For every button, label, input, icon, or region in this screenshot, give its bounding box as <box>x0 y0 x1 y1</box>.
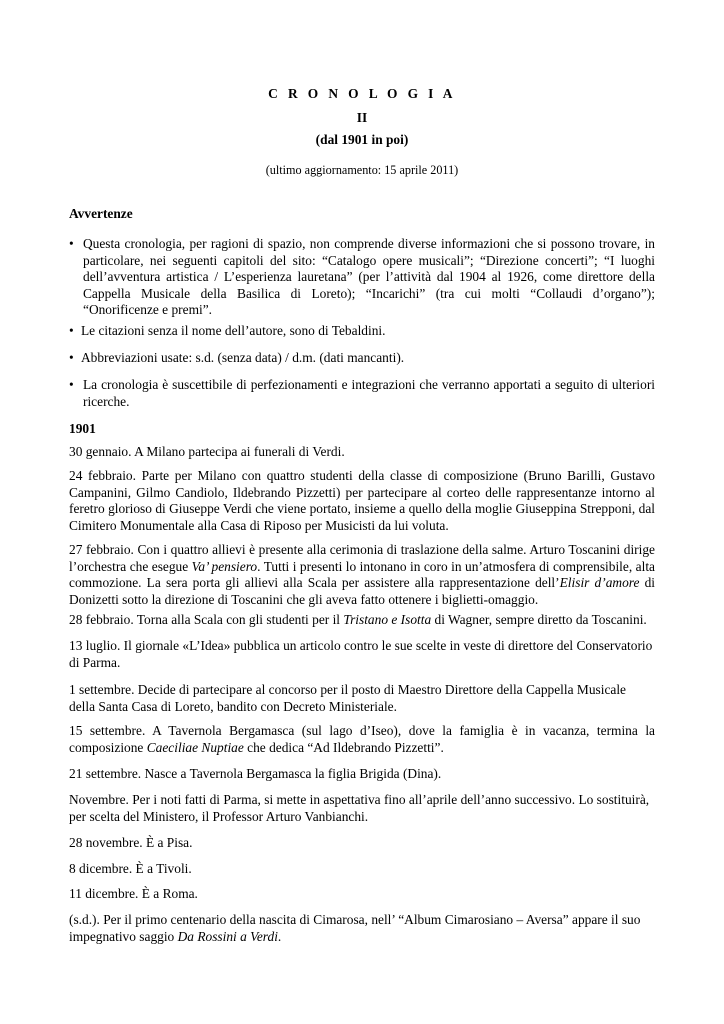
chronology-entry: (s.d.). Per il primo centenario della nascita di Cimarosa, nell’ “Album Cimarosiano – Aversa” appare il suo impegnativo saggio Da Rossini a Verdi. <box>69 912 641 944</box>
note-text: Abbreviazioni usate: s.d. (senza data) / d.m. (dati mancanti). <box>81 350 405 365</box>
document-number: II <box>356 110 368 125</box>
bullet-icon: • <box>69 236 74 251</box>
note-text: La cronologia è suscettibile di perfezionamenti e integrazioni che verranno apportati a seguito di ulteriori ricerche. <box>83 377 655 409</box>
chronology-entry: 15 settembre. A Tavernola Bergamasca (sul lago d’Iseo), dove la famiglia è in vacanza, termina la composizione Caeciliae Nuptiae che dedica “Ad Ildebrando Pizzetti”. <box>69 723 655 755</box>
note-item <box>69 377 655 410</box>
last-updated: (ultimo aggiornamento: 15 aprile 2011) <box>265 163 459 177</box>
document-range: (dal 1901 in poi) <box>315 132 409 147</box>
chronology-entry: 28 novembre. È a Pisa. <box>69 835 193 850</box>
chronology-entry: 30 gennaio. A Milano partecipa ai funerali di Verdi. <box>69 444 345 459</box>
bullet-icon: • <box>69 323 74 338</box>
chronology-entry: Novembre. Per i noti fatti di Parma, si mette in aspettativa fino all’aprile dell’anno successivo. Lo sostituirà, per scelta del Ministero, il Professor Arturo Vanbianchi. <box>69 792 650 824</box>
bullet-icon: • <box>69 350 74 365</box>
note-item <box>69 350 655 367</box>
note-item <box>69 236 655 319</box>
bullet-icon: • <box>69 377 74 392</box>
chronology-entry: 13 luglio. Il giornale «L’Idea» pubblica un articolo contro le sue scelte in veste di direttore del Conservatorio di Parma. <box>69 638 653 670</box>
chronology-entry: 11 dicembre. È a Roma. <box>69 886 198 901</box>
year-heading: 1901 <box>69 421 96 436</box>
chronology-entry: 28 febbraio. Torna alla Scala con gli studenti per il Tristano e Isotta di Wagner, sempre diretto da Toscanini. <box>69 612 647 627</box>
notes-heading: Avvertenze <box>69 206 133 221</box>
chronology-entry: 8 dicembre. È a Tivoli. <box>69 861 192 876</box>
note-text: Le citazioni senza il nome dell’autore, sono di Tebaldini. <box>81 323 386 338</box>
note-text: Questa cronologia, per ragioni di spazio, non comprende diverse informazioni che si possono trovare, in particolare, nei seguenti capitoli del sito: “Catalogo opere musicali”; “Direzione concerti”; “I luoghi dell’avventura artistica / L’esperienza lauretana” (per l’attività dal 1904 al 1926, come direttore della Cappella Musicale della Basilica di Loreto); “Incarichi” (tra cui molti “Collaudi d’organo”); “Onorificenze e premi”. <box>83 236 655 318</box>
chronology-entry: 21 settembre. Nasce a Tavernola Bergamasca la figlia Brigida (Dina). <box>69 766 442 781</box>
chronology-entry: 1 settembre. Decide di partecipare al concorso per il posto di Maestro Direttore della Cappella Musicale della Santa Casa di Loreto, bandito con Decreto Ministeriale. <box>69 682 626 714</box>
note-item <box>69 323 655 340</box>
chronology-entry: 24 febbraio. Parte per Milano con quattro studenti della classe di composizione (Bruno Barilli, Gustavo Campanini, Gilmo Candiolo, Ildebrando Pizzetti) per partecipare al corteo delle rappresentanze intorno al feretro glorioso di Giuseppe Verdi che viene portato, insieme a quello della moglie Giuseppina Strepponi, dal Cimitero Monumentale alla Casa di Riposo per Musicisti da lui voluta. <box>69 468 655 533</box>
document-title: C R O N O L O G I A <box>268 86 456 101</box>
chronology-entry: 27 febbraio. Con i quattro allievi è presente alla cerimonia di traslazione della salme. Arturo Toscanini dirige l’orchestra che esegue Va’ pensiero. Tutti i presenti lo intonano in coro in un’atmosfera di comprensibile, alta commozione. La sera porta gli allievi alla Scala per assistere alla rappresentazione dell’Elisir d’amore di Donizetti sotto la direzione di Toscanini che gli aveva fatto ottenere i biglietti-omaggio. <box>69 542 656 607</box>
